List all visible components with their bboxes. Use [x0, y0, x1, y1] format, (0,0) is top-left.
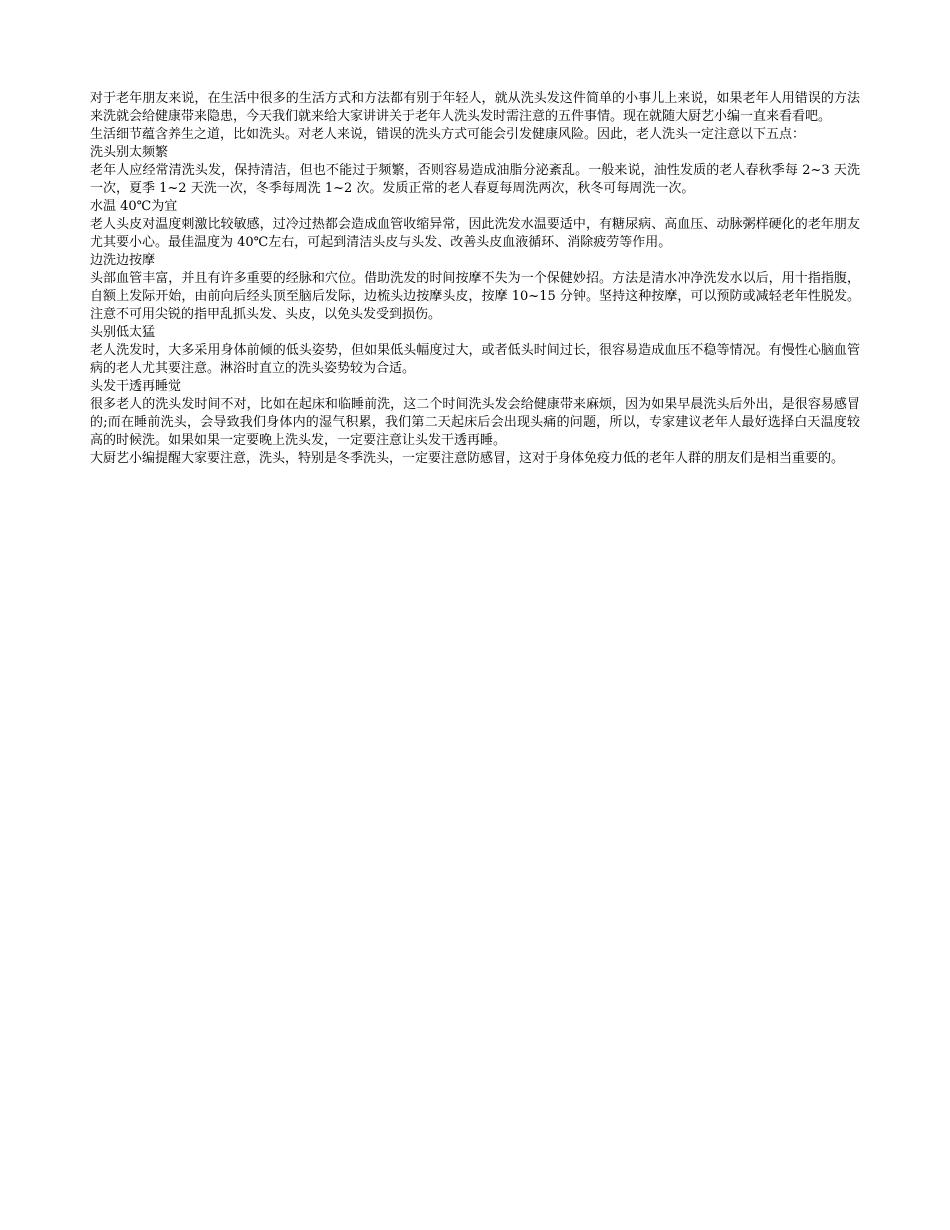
section-body: 头部血管丰富，并且有许多重要的经脉和穴位。借助洗发的时间按摩不失为一个保健妙招。方法是清水冲净洗发水以后，用十指指腹，自额上发际开始，由前向后经头顶至脑后发际，边梳头边按摩头皮，按摩 10~15 分钟。坚持这种按摩，可以预防或减轻老年性脱发。注意不可用尖锐的指甲乱抓头发、头皮，以免头发受到损伤。: [90, 271, 860, 322]
article: [90, 90, 860, 468]
section-heading: 头别低太猛: [90, 325, 156, 340]
section-4: [90, 324, 860, 378]
lead-paragraph: 生活细节蕴含养生之道，比如洗头。对老人来说，错误的洗头方式可能会引发健康风险。因此，老人洗头一定注意以下五点：: [90, 127, 806, 142]
section-heading: 水温 40℃为宜: [90, 199, 178, 214]
closing-paragraph: 大厨艺小编提醒大家要注意，洗头，特别是冬季洗头，一定要注意防感冒，这对于身体免疫力低的老年人群的朋友们是相当重要的。: [90, 451, 845, 466]
section-3: [90, 252, 860, 324]
section-2: [90, 198, 860, 252]
section-heading: 边洗边按摩: [90, 253, 156, 268]
section-body: 很多老人的洗头发时间不对，比如在起床和临睡前洗，这二个时间洗头发会给健康带来麻烦，因为如果早晨洗头后外出，是很容易感冒的;而在睡前洗头，会导致我们身体内的湿气积累，我们第二天起床后会出现头痛的问题，所以，专家建议老年人最好选择白天温度较高的时候洗。如果如果一定要晚上洗头发，一定要注意让头发干透再睡。: [90, 397, 860, 448]
section-heading: 洗头别太频繁: [90, 145, 169, 160]
section-body: 老人头皮对温度刺激比较敏感，过冷过热都会造成血管收缩异常，因此洗发水温要适中，有糖尿病、高血压、动脉粥样硬化的老年朋友尤其要小心。最佳温度为 40℃左右，可起到清洁头皮与头发、改善头皮血液循环、消除疲劳等作用。: [90, 217, 860, 250]
section-body: 老人洗发时，大多采用身体前倾的低头姿势，但如果低头幅度过大，或者低头时间过长，很容易造成血压不稳等情况。有慢性心脑血管病的老人尤其要注意。淋浴时直立的洗头姿势较为合适。: [90, 343, 860, 376]
intro-paragraph: 对于老年朋友来说，在生活中很多的生活方式和方法都有别于年轻人，就从洗头发这件简单的小事儿上来说，如果老年人用错误的方法来洗就会给健康带来隐患，今天我们就来给大家讲讲关于老年人洗头发时需注意的五件事情。现在就随大厨艺小编一直来看看吧。: [90, 91, 860, 124]
section-1: [90, 144, 860, 198]
section-5: [90, 378, 860, 450]
section-heading: 头发干透再睡觉: [90, 379, 182, 394]
section-body: 老年人应经常清洗头发，保持清洁，但也不能过于频繁，否则容易造成油脂分泌紊乱。一般来说，油性发质的老人春秋季每 2~3 天洗一次，夏季 1~2 天洗一次，冬季每周洗 1~2 次。发质正常的老人春夏每周洗两次，秋冬可每周洗一次。: [90, 163, 860, 196]
